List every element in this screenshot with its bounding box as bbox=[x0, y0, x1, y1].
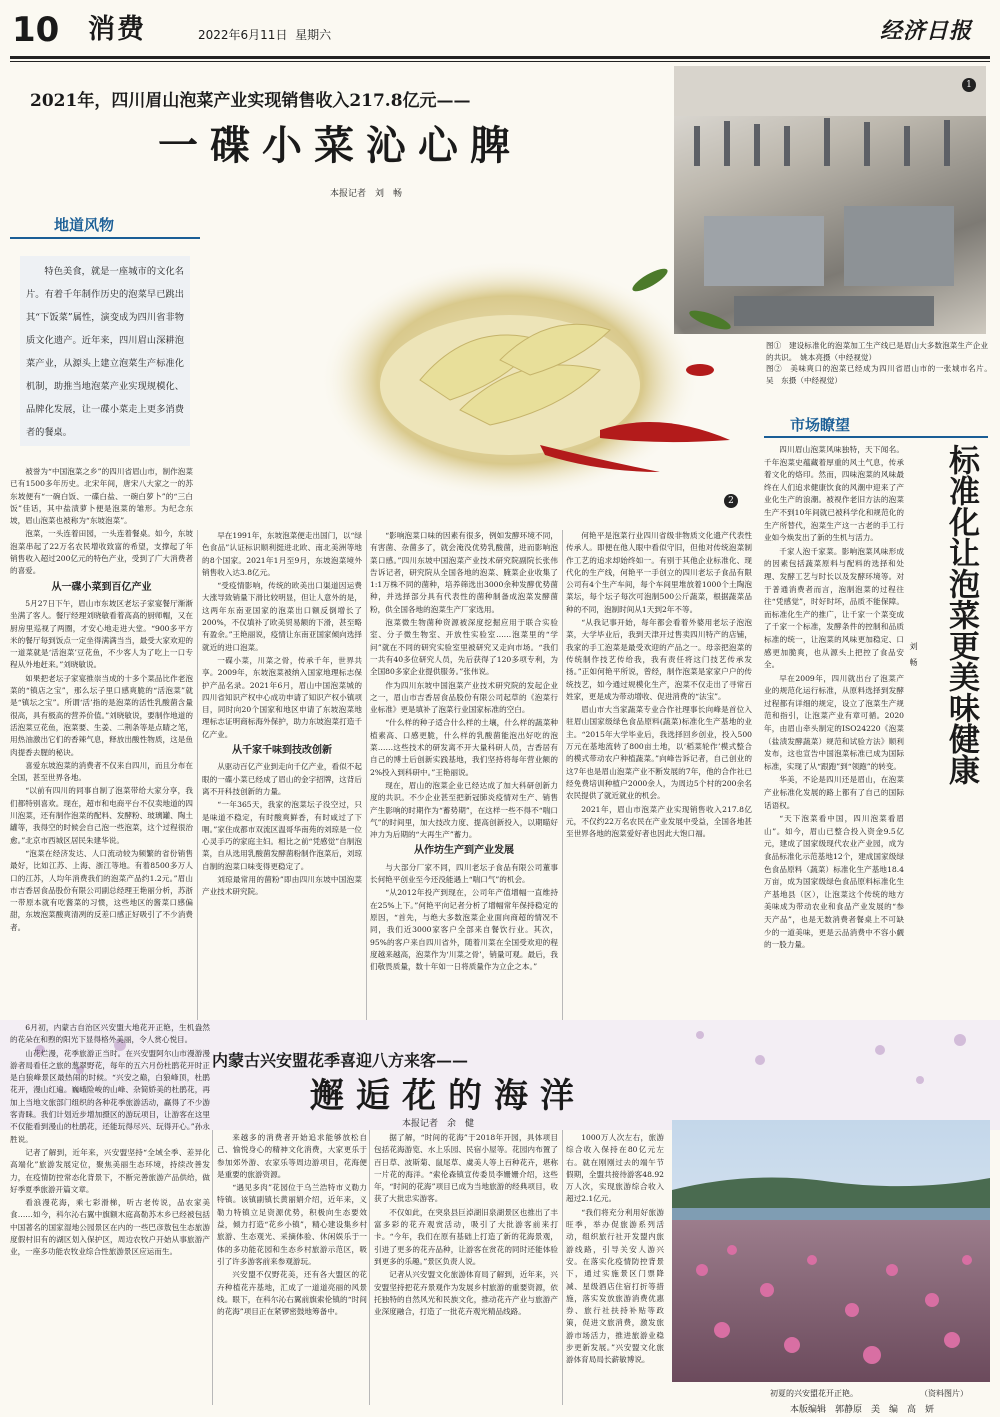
date-text: 2022年6月11日 bbox=[198, 28, 288, 42]
para: 眉山市大当家蔬菜专业合作社理事长向峰是首位入驻眉山国家级绿色食品原料(蔬菜)标准化生产基地的业主。“2015年大学毕业后，我选择回乡创业，投入500万元在基地流转了800亩土地，以‘稻菜轮作’模式整合的模式带动农户种植蔬菜。”向峰告诉记者，自己创业的这7年也是眉山泡菜产业不断发展的7年，他的合作社已经免费培训种植户2000余人，为周边5个村的200余名农民提供了就近就业的机会。 bbox=[566, 705, 752, 801]
para: 与大部分厂家不同，四川老坛子食品有限公司董事长何艳平创业至今还没能遇上“喘口气”的机会。 bbox=[370, 862, 558, 885]
para: 据了解，“时间的花海”于2018年开园，具体项目包括花海游览、水上乐园、民宿小屋等。花园内布置了百日草、波斯菊、鼠尾草、虞美人等上百种花卉，堪称一片花的海洋。“索伦森镇宣传委员李姗姗介绍，这些年，“时间的花海”项目已成为当地旅游的经典项目，收获了大批忠实游客。 bbox=[374, 1133, 558, 1204]
para: “受疫情影响，传统的欧美出口渠道因运费大涨导致销量下滑比较明显，但让人意外的是，这两年东南亚国家的泡菜出口额反倒增长了200%，不仅填补了欧美贸易额的下滑，甚至略有盈余。”王艳丽说，疫情让东南亚国家倾向选择就近的进口泡菜。 bbox=[202, 581, 362, 652]
para: “从我记事开始，每年都会看着外婆用老坛子泡泡菜，大学毕业后，我到天津开过售卖四川特产的店铺，我家的手工泡菜是最受欢迎的产品之一。母亲把泡菜的传统制作技艺传给我，我有责任将这门技艺传承发扬。”正如何艳平所说，曾经，制作泡菜是家家户户的传统技艺，如今通过规模化生产，泡菜不仅走出了寻常百姓家，更是成为带动增收、促进消费的“法宝”。 bbox=[566, 618, 752, 701]
paper-logo: 经济日报 bbox=[880, 18, 973, 44]
story2-col-4 bbox=[566, 1132, 664, 1405]
para: 如果把老坛子家宴推崇当成的十多个菜品比作老泡菜的“镇店之宝”，那么坛子里口感爽脆的“活泡菜”就是“镇坛之宝”。所谓‘活’指的是泡菜的活性乳酸菌含量很高，具有极高的营养价值。”刘晓敏说，要制作地道的活泡菜豆花鱼，泡菜要、生姜、二荆条等是点睛之笔，用热油激出它们的香辣气息，释放出酸性物质，这是鱼肉提香去腥的秘诀。 bbox=[10, 673, 193, 757]
para: 从驱动百亿产业到走向千亿产业，看似不起眼的一碟小菜已经成了眉山的金字招牌，这背后离不开科技创新的力量。 bbox=[202, 762, 362, 796]
para: “以前有四川的同事自制了泡菜带给大家分享，我们都特别喜欢。现在，超市和电商平台不仅卖地道的四川泡菜，还有制作泡菜的配料、发酵粉、玻璃罐、陶土罐等，我得空的时候会自己泡一些泡菜，这个过程很治愈。”北京市西城区居民朱建华说。 bbox=[10, 786, 193, 845]
story2-col-2 bbox=[217, 1132, 367, 1405]
masthead-rule-thin bbox=[10, 61, 990, 62]
para: 兴安盟不仅野花美，还有各大盟区的花卉种植花卉基地，汇成了一道道亮丽的风景线。眼下，在科尔沁右翼前旗索伦镇的“时间的花海”项目正在紧锣密鼓地筹备中。 bbox=[217, 1270, 367, 1317]
para: 作为四川东坡中国泡菜产业技术研究院的发起企业之一，眉山市吉香居食品股份有限公司起草的《泡菜行业标准》更是填补了泡菜行业国家标准的空白。 bbox=[370, 680, 558, 715]
section-title: 消费 bbox=[88, 14, 146, 45]
para: 一碟小菜，川菜之骨，传承千年，世界共享。2009年，东坡泡菜被纳入国家地理标志保护产品名录。2021年6月，眉山中国泡菜城的四川省知识产权中心成功申请了知识产权小镇项目，同时向20个国家和地区申请了东坡泡菜地理标志证明商标海外保护，助力东坡泡菜打造千亿产业。 bbox=[202, 655, 362, 739]
para: 喜爱东坡泡菜的消费者不仅来自四川，而且分布在全国，甚至世界各地。 bbox=[10, 760, 193, 783]
page-number: 10 bbox=[12, 10, 60, 50]
para: 2021年，眉山市泡菜产业实现销售收入217.8亿元，不仅约22万名农民在产业发展中受益，全国各地甚至世界各地的泡菜爱好者也因此大饱口福。 bbox=[566, 804, 752, 839]
story1-byline: 本报记者 刘 畅 bbox=[330, 189, 403, 199]
column-divider bbox=[562, 530, 563, 1020]
story1-intro: 特色美食，就是一座城市的文化名片。有着千年制作历史的泡菜早已跳出其“下饭菜”属性，演变成为四川省非物质文化遗产。近年来，四川眉山深耕泡菜产业，从源头上建立泡菜生产标准化机制，助推当地泡菜产业实现规模化、品牌化发展，让一碟小菜走上更多消费者的餐桌。 bbox=[20, 256, 190, 446]
story1-headline: 一碟小菜沁心脾 bbox=[158, 123, 522, 169]
para: 泡菜，一头连着田园，一头连着餐桌。如今，东坡泡菜串起了22万名农民增收致富的希望，支撑起了年销售收入超过200亿元的特色产业，受到了广大消费者的喜爱。 bbox=[10, 529, 193, 576]
caption-1: 图① 建设标准化的泡菜加工生产线已是眉山大多数泡菜生产企业的共识。 姚本亮摄（中经视觉） bbox=[766, 341, 988, 362]
issue-date bbox=[198, 26, 331, 43]
para: 千家人泡千家菜。影响泡菜风味形成的因素包括蔬菜原料与配料的选择和处理、发酵工艺与时长以及发酵环境等。对于普通消费者而言，泡制泡菜的过程往往“凭感觉”，时好时坏，品质不能保障。而标准化生产的推广，让千家一个菜变成了千家一个标准，发酵条件的控制和品质标准的统一，让泡菜的风味更加稳定、口感更加脆爽，也从源头上把控了食品安全。 bbox=[764, 546, 904, 670]
para: 记者了解到，近年来，兴安盟坚持“全域全季、差异化高端化”旅游发展定位，聚焦美丽生态环境，持续改善发力，在疫情防控常态化背景下，不断完善旅游产品供给，做好季夏季旅游开篇文章。 bbox=[10, 1147, 210, 1194]
caption-2: 图② 美味爽口的泡菜已经成为四川省眉山市的一张城市名片。 吴 东摄（中经视觉） bbox=[766, 364, 996, 385]
para: 5月27日下午，眉山市东坡区老坛子家宴餐厅渐渐坐满了客人。餐厅经理刘晓敏看着高高的厨师帽，又在厨房里巡视了两圈，才安心地走进大堂。“900多平方米的餐厅每到饭点一定坐得满满当当，最受大家欢迎的一道菜就是‘活泡菜’豆花鱼，不少客人为了吃上一口专程从外地赶来。”刘晓敏说。 bbox=[10, 598, 193, 670]
photo-number-2: 2 bbox=[724, 494, 738, 508]
para: “影响泡菜口味的因素有很多，例如发酵环境不同，有害菌、杂菌多了，就会淹没优势乳酸菌，进而影响泡菜口感。”四川东坡中国泡菜产业技术研究院副院长张伟告诉记者，研究院从全国各地的泡菜、腌菜企业收集了1:1万株不同的菌种，培养筛选出3000余种发酵优势菌种，并选择部分具有代表性的菌种制备成泡菜发酵菌粉，供全国各地的泡菜生产厂家选用。 bbox=[370, 531, 558, 614]
photo-number-1: 1 bbox=[962, 78, 976, 92]
weekday-text: 星期六 bbox=[295, 28, 332, 42]
story2-headline: 邂逅花的海洋 bbox=[310, 1076, 586, 1116]
para: 何艳平是泡菜行业四川省级非物质文化遗产代表性传承人。即便在他人眼中看似守旧，但他对传统泡菜制作工艺的追求却始终如一。有别于其他企业标准化、现代化的生产线，何艳平一手创立的四川老坛子食品有限公司有4个生产车间，每个车间里堆放着1000个土陶泡菜坛，每个坛子每次可泡制500公斤蔬菜，根据蔬菜品种的不同，泡制时间从1天到2年不等。 bbox=[566, 531, 752, 614]
story1-col-3 bbox=[370, 530, 558, 1020]
story2-kicker: 内蒙古兴安盟花季喜迎八方来客—— bbox=[212, 1051, 469, 1070]
para: 不仅如此，在突泉县巨淖湖旧泉湖景区也推出了丰富多彩的花卉观赏活动，吸引了大批游客前来打卡。“今年，我们在原有基础上打造了新的花海景观，引进了更多的花卉品种，让游客在赏花的同时还能体验到更多的乐趣。”景区负责人说。 bbox=[374, 1207, 558, 1266]
para: 1000万人次左右，旅游综合收入保持在80亿元左右。就在刚刚过去的端午节假期，全盟共接待游客48.92万人次，实现旅游综合收入超过2.1亿元。 bbox=[566, 1133, 664, 1204]
column-divider bbox=[562, 1130, 563, 1405]
para: “遇见多肉”花园位于乌兰浩特市义勒力特镇。该镇副镇长黄丽娟介绍，近年来，义勒力特镇立足资源优势，积极向生态要效益，倾力打造“花乡小镇”，精心建设集乡村旅游、生态观光、采摘体验、休闲娱乐于一体的多功能花园和生态乡村旅游示范区，吸引了许多游客前来参观游玩。 bbox=[217, 1183, 367, 1266]
para: 早在1991年，东坡泡菜便走出国门，以“绿色食品”认证标识顺利挺进北欧、南北美洲等地的8个国家。2021年1月至9月，东坡泡菜境外销售收入达3.8亿元。 bbox=[202, 531, 362, 577]
subhead-3: 从作坊生产到产业发展 bbox=[414, 845, 514, 857]
para: 来越多的消费者开始追求能够放松自己、愉悦身心的精神文化消费，大家更乐于参加郊外游、农家乐等周边游项目，花海便是重要的旅游资源。 bbox=[217, 1133, 367, 1179]
para: “我们将充分利用好旅游旺季，举办促旅游系列活动，组织旅行社开发盟内旅游线路，引导关安人游兴安。在落实化疫情防控背景下，通过实施景区门票降减、星级酒店住宿打折等措施，落实发放旅游消费优惠券、旅行社扶持补贴等政策，促进文旅消费，激发旅游市场活力，推进旅游业稳步更新发展。”兴安盟文化旅游体育局局长薪敏博说。 bbox=[566, 1207, 664, 1365]
para: 华美，不论是四川还是眉山，在泡菜产业标准化发展的路上都有了自己的国际话语权。 bbox=[764, 775, 904, 810]
para: “天下泡菜看中国，四川泡菜看眉山”。如今，眉山已整合投入资金9.5亿元，建成了国家级现代农业产业园，成为食品标准化示范基地12个，建成国家级绿色食品原料（蔬菜）标准化生产基地18.4万亩，成为国家级绿色食品原料标准化生产基地县（区），让泡菜这个传统的地方美味成为带动农业和食品产业发展的“参天产品”，也是无数消费者餐桌上不可缺少的一道美味，更是云品消费中不容小觑的一股力量。 bbox=[764, 814, 904, 950]
photo-flower-field bbox=[672, 1120, 990, 1382]
photo-pickles bbox=[300, 210, 760, 520]
para: 早在2009年，四川就出台了泡菜产业的规范化运行标准，从原料选择到发酵过程都有详细的规定，设立了泡菜生产规范和指引，让泡菜产业有章可循。2020年，由眉山牵头制定的ISO24220《泡菜（盐渍发酵蔬菜）规范和试验方法》顺利发布，这也宣告中国泡菜标准已成为国际标准，实现了从“跟跑”到“领跑”的转变。 bbox=[764, 673, 904, 771]
para: 四川眉山泡菜风味独特，天下闻名。千年泡菜史蕴藏着厚重的风土气息，传承着文化的烙印。然而，四味泡菜的风味最终在人们追求健康饮食的风潮中迎来了产业化生产的浪潮。被视作老旧方法的泡菜生产不到10年间就已被科学化和规范化的生产所替代，泡菜生产这一古老的手工行业如今焕发出了新的生机与活力。 bbox=[764, 445, 904, 543]
flower-photo-credit: （资料图片） bbox=[920, 1389, 968, 1398]
column-divider bbox=[366, 530, 367, 1020]
para: “什么样的种子适合什么样的土壤，什么样的蔬菜种植素高、口感更脆，什么样的乳酸菌能泡出好吃的泡菜……这些技术的研发离不开大量科研人员，吉香居有自己的博士后创新实践基地，我们坚持将每年营业额的2%投入到科研中。”王艳丽说。 bbox=[370, 718, 558, 777]
column-divider bbox=[197, 530, 198, 1020]
subhead-2: 从千家千味到技改创新 bbox=[232, 745, 332, 757]
para: 被誉为“中国泡菜之乡”的四川省眉山市，制作泡菜已有1500多年历史。北宋年间，唐宋八大家之一的苏东坡便有“一碗白饭、一碟白盐、一碗白萝卜”的“三白饭”佳话，其中盐渍萝卜便是泡菜的雏形。为纪念东坡，眉山泡菜也被称为“东坡泡菜”。 bbox=[10, 467, 193, 526]
para: “泡菜在经济发达、人口流动较为频繁的省份销售最好，比如江苏、上海、浙江等地。有着8500多万人口的江苏，人均年消费我们的泡菜产品约1.2元。”眉山市吉香居食品股份有限公司副总经理王艳丽分析，苏浙一带原本就有吃酱菜的习惯，这些地区的酱菜口感偏甜，东坡泡菜酸爽清冽的反差口感正好吸引了不少消费者。 bbox=[10, 848, 193, 932]
para: 泡菜微生物菌种资源被深度挖掘应用于联合实验室、分子微生物室、开放性实验室……泡菜里的“学问”就在不同的研究实验室里被研究又走向市场。“我们一共有40多位研究人员，先后获得了120多项专利，为全国80多家企业提供服务。”张伟说。 bbox=[370, 618, 558, 677]
market-tag-underline bbox=[764, 436, 988, 438]
flower-field-illustration bbox=[672, 1120, 990, 1382]
para: 山花烂漫，花季旅游正当时。在兴安盟阿尔山市漫游漫游者局看任之旅的葱翠野花，每年的五六月份杜鹃花开时正是白狼峰景区最热闹的时候。“兴安之巅，白狼峰顶，杜鹃花开，漫山红遍。巍峨险峻的山峰、杂简娇美的杜鹃花，再加上当地文旅部门组织的各种花季旅游活动，赢得了不少游客青睐。我们计划近步增加摄区的游玩项目，让游客在这里不仅能看到漫山的杜鹃花，还能玩得尽兴、玩得开心。”孙永胜说。 bbox=[10, 1048, 210, 1144]
para: 现在，眉山的泡菜企业已经达成了加大科研创新力度的共识。不少企业甚至把新冠肺炎疫情对生产、销售产生影响的时期作为“蓄势期”，在这样一些不得不“喘口气”的时间里，加大技改力度、提高创新投入，以期瞄好冲力为后期的“大再生产”蓄力。 bbox=[370, 780, 558, 840]
para: “一年365天，我家的泡菜坛子没空过，只是味道不稳定，有时酸爽鲜香，有时咸过了下咽。”家住成都市双流区温哥华南苑的刘琼是一位心灵手巧的家庭主妇。相比之前“凭感觉”自制泡菜，自从选用乳酸菌发酵菌粉制作泡菜后，刘琼自制的泡菜口味变得更稳定了。 bbox=[202, 800, 362, 871]
masthead-rule bbox=[10, 56, 990, 59]
story2-col-1 bbox=[10, 1022, 210, 1407]
story2-byline: 本报记者 余 健 bbox=[402, 1119, 475, 1129]
pickle-plate-illustration bbox=[300, 210, 760, 520]
column-tag-underline bbox=[10, 237, 200, 239]
flower-photo-caption: 初夏的兴安盟花开正艳。 bbox=[770, 1389, 858, 1398]
para: 6月初，内蒙古自治区兴安盟大地花开正艳，生机盎然的花朵在和煦的阳光下显得格外美丽，令人赏心悦目。 bbox=[10, 1023, 210, 1045]
para: 看浪漫花海，乘七彩滑梯，听古老传说，品农家美食……如今，科尔沁右翼中旗额木庭高勒苏木乡已经被包括中国著名的国家湿地公园景区在内的一些巴彦敖包生态旅游度假村旧有的湖区划入保护区，周边农牧户开始从事旅游产业，一座多功能农牧业综合性旅游景区应运而生。 bbox=[10, 1198, 210, 1257]
story1-col-1 bbox=[10, 466, 193, 1021]
para: “从2012年投产到现在，公司年产值增幅一直维持在25%上下。”何艳平向记者分析了增幅常年保持稳定的原因，“首先，与绝大多数泡菜企业面向商超的情况不同，我们近3000家客户全部来自餐饮行业。其次，95%的客户来自四川省外，随着川菜在全国受欢迎的程度越来越高，泡菜作为‘川菜之骨’，销量可观。最后，我们敬畏质量，数十年如一日将质量作为立企之本。” bbox=[370, 888, 558, 972]
story1-col-4 bbox=[566, 530, 752, 1020]
column-divider bbox=[369, 1130, 370, 1405]
story2-col-3 bbox=[374, 1132, 558, 1405]
column-tag-local: 地道风物 bbox=[54, 216, 115, 234]
commentary-author: 刘 畅 bbox=[909, 642, 918, 666]
page-footer-editors: 本版编辑 郭静原 美 编 高 妍 bbox=[790, 1405, 935, 1415]
photo-captions bbox=[766, 340, 996, 386]
column-tag-market: 市场瞭望 bbox=[790, 416, 851, 434]
commentary-headline: 标准化让泡菜更美味健康 bbox=[943, 444, 979, 785]
column-divider bbox=[212, 1130, 213, 1405]
subhead-1: 从一碟小菜到百亿产业 bbox=[51, 581, 152, 593]
para: 记者从兴安盟文化旅游体育局了解到，近年来，兴安盟坚持把花卉景观作为发展乡村旅游的重要资源，依托独特的自然风光和民族文化，推动花卉产业与旅游产业深度融合，打造了一批花卉观光精品线路。 bbox=[374, 1270, 558, 1317]
story1-col-2 bbox=[202, 530, 362, 1020]
para: 刘琼最常用的菌粉”即由四川东坡中国泡菜产业技术研究院。 bbox=[202, 875, 362, 897]
commentary-body bbox=[764, 444, 904, 1018]
story1-kicker: 2021年，四川眉山泡菜产业实现销售收入217.8亿元—— bbox=[30, 91, 471, 111]
